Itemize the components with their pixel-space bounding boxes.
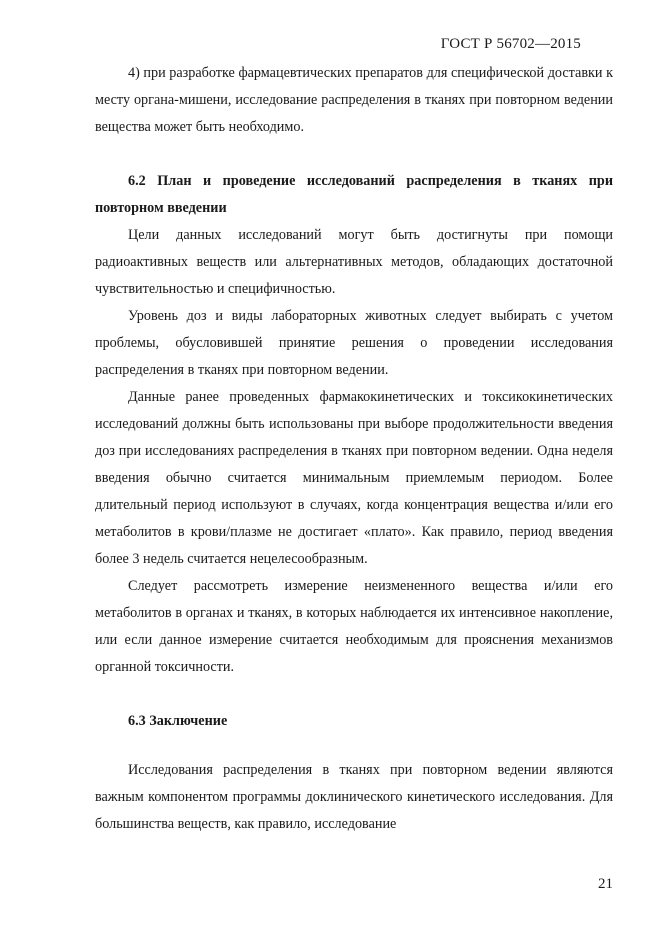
page-number: 21 xyxy=(598,876,613,892)
section-spacer xyxy=(95,735,613,757)
paragraph-intro: 4) при разработке фармацевтических препаратов для специфической доставки к месту органа-мишени, исследование распределения в тканях при повторном ведении вещества может быть необходимо. xyxy=(95,65,613,135)
document-code: ГОСТ Р 56702—2015 xyxy=(440,36,581,52)
paragraph-goals: Цели данных исследований могут быть достигнуты при помощи радиоактивных веществ или альтернативных методов, обладающих достаточной чувствительностью и специфичностью. xyxy=(95,227,613,297)
section-spacer xyxy=(95,141,613,168)
paragraph-conclusion: Исследования распределения в тканях при повторном ведении являются важным компонентом программы доклинического кинетического исследования. Для большинства веществ, как правило, исследование xyxy=(95,762,613,832)
section-spacer xyxy=(95,681,613,708)
section-6-3-heading: 6.3 Заключение xyxy=(128,713,228,729)
paragraph-measure: Следует рассмотреть измерение неизмененного вещества и/или его метаболитов в органах и тканях, в которых наблюдается их интенсивное накопление, или если данное измерение считается необходимым для прояснения механизмов органной токсичности. xyxy=(95,578,613,675)
section-6-2-heading: 6.2 План и проведение исследований распределения в тканях при повторном введении xyxy=(95,173,613,216)
paragraph-data: Данные ранее проведенных фармакокинетических и токсикокинетических исследований должны быть использованы при выборе продолжительности введения доз при исследованиях распределения в тканях при повторном ведении. Одна неделя введения обычно считается минимальным приемлемым периодом. Более длительный период используют в случаях, когда концентрация вещества и/или его метаболитов в крови/плазме не достигает «плато». Как правило, период введения более 3 недель считается нецелесообразным. xyxy=(95,389,613,567)
paragraph-doses: Уровень доз и виды лабораторных животных следует выбирать с учетом проблемы, обусловившей принятие решения о проведении исследования распределения в тканях при повторном ведении. xyxy=(95,308,613,378)
page-content xyxy=(95,60,613,838)
